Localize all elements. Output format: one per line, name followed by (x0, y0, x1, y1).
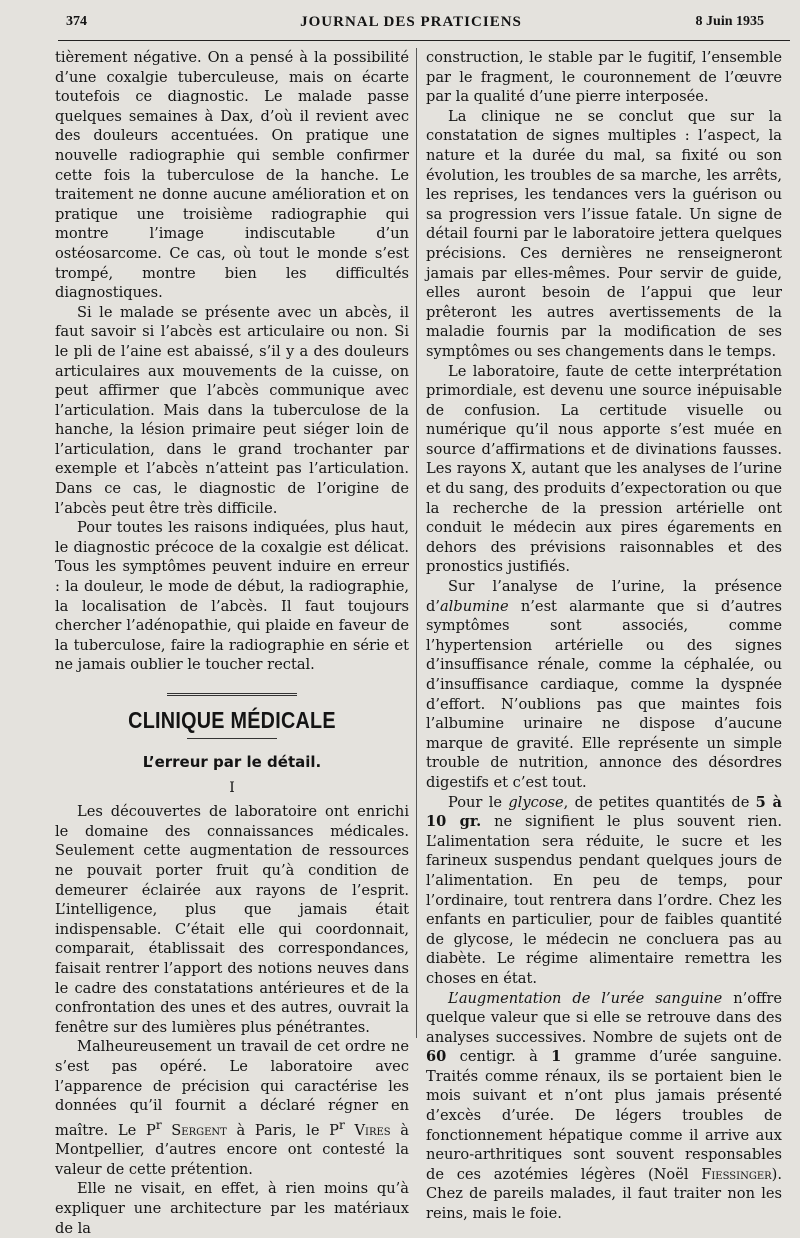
superscript: r (155, 1117, 162, 1132)
paragraph (426, 793, 782, 989)
journal-title: JOURNAL DES PRATICIENS (300, 14, 522, 30)
paragraph (426, 989, 782, 1224)
paragraph: La clinique ne se conclut que sur la constatation de signes multiples : l’aspect, la nature et la durée du mal, sa fixité ou son évolution, les troubles de sa marche, les arrêts, les reprises, les tendances vers la guérison ou sa progression vers l’issue fatale. Un signe de détail fourni par le laboratoire jettera quelques précisions. Ces dernières ne renseigneront jamais par elles-mêmes. Pour servir de guide, elles auront besoin de l’appui que leur prêteront les autres avertissements de la maladie fournis par la modification de ses symptômes ou ses changements dans le temps. (426, 107, 782, 360)
person-name: Vires (354, 1121, 391, 1139)
text-run: n’offre quelque valeur que si elle se retrouve dans des analyses successives. Nombre de sujets ont de (426, 989, 783, 1046)
superscript: r (338, 1117, 345, 1132)
header-rule (58, 40, 790, 41)
bold-quantity: 5 à 10 gr. (426, 793, 782, 831)
text-run: Pour le (448, 793, 509, 811)
left-column (55, 48, 410, 1237)
paragraph: Elle ne visait, en effet, à rien moins qu’à expliquer une architecture par les matériaux de la (55, 1180, 409, 1237)
text-run: Malheureusement un travail de cet ordre ne s’est pas opéré. Le laboratoire avec l’apparence de précision qui caractérise les données qu’il fournit a déclaré régner en maître. Le P (55, 1038, 409, 1139)
emphasis: albumine (439, 597, 509, 615)
text-run: ne signifient le plus souvent rien. L’alimentation sera réduite, le sucre et les farineux suspendus pendant quelques jours de l’alimentation. En peu de temps, pour l’ordinaire, tout rentrera dans l’ordre. Chez les enfants en particulier, pour de faibles quantité de glycose, le médecin ne concluera pas au diabète. Le régime alimentaire remettra les choses en état. (426, 813, 782, 987)
paragraph: Les découvertes de laboratoire ont enrichi le domaine des connaissances médicales. Seulement cette augmentation de ressources ne pouvait porter fruit qu’à condition de demeurer éclairée aux rayons de l’esprit. L’intelligence, plus que jamais était indispensable. C’était elle qui coordonnait, comparait, établissait des correspondances, faisait rentrer l’apport des notions neuves dans le cadre des constatations antérieures et de la confrontation des unes et des autres, ouvrait la fenêtre sur des lumières plus pénétrantes. (55, 803, 409, 1036)
paragraph (55, 1037, 409, 1179)
text-run: ). Chez de pareils malades, il faut traiter non les reins, mais le foie. (426, 1165, 782, 1223)
paragraph (426, 577, 782, 793)
text-run: , de petites quantités de (563, 793, 756, 811)
paragraph: Si le malade se présente avec un abcès, il faut savoir si l’abcès est articulaire ou non. Si le pli de l’aine est abaissé, s’il y a des douleurs articulaires aux mouvements de la cuisse, on peut affirmer que l’abcès communique avec l’articulation. Mais dans la tuberculose de la hanche, la lésion primaire peut siéger loin de l’articulation, dans le grand trochanter par exemple et l’abcès n’atteint pas l’articulation. Dans ce cas, le diagnostic de l’origine de l’abcès peut être très difficile. (55, 303, 409, 517)
section-title: CLINIQUE MÉDICALE (128, 707, 336, 733)
paragraph: construction, le stable par le fugitif, l’ensemble par le fragment, le couronnement de l’œuvre par la qualité d’une pierre interposée. (426, 49, 782, 106)
bold-quantity: 60 (426, 1048, 447, 1066)
text-run: n’est alarmante que si d’autres symptômes sont associés, comme l’hypertension artérielle ou des signes d’insuffisance rénale, comme la céphalée, ou d’insuffisance cardiaque, comme la dyspnée d’effort. N’oublions pas que maintes fois l’albumine urinaire ne dispose d’aucune marque de gravité. Elle représente un simple trouble de nutrition, annonce des désordres digestifs et c’est tout. (426, 597, 782, 791)
page-header (58, 14, 764, 36)
text-run: à Montpellier, d’autres encore ont contesté la valeur de cette prétention. (55, 1121, 410, 1178)
text-run: gramme d’urée sanguine. Traités comme rénaux, ils se portaient bien le mois suivant et n’ont plus jamais présenté d’excès d’urée. De légers troubles de fonctionnement hépatique comme il arrive aux neuro-arthritiques sont souvent responsables de ces azotémies légères (Noël (426, 1048, 782, 1183)
text-run: Sur l’analyse de l’urine, la présence d’ (426, 578, 782, 615)
page-number: 374 (66, 14, 87, 29)
issue-date: 8 Juin 1935 (695, 14, 764, 29)
emphasis: glycose (508, 793, 564, 811)
part-numeral: I (229, 779, 235, 796)
paragraph: Pour toutes les raisons indiquées, plus haut, le diagnostic précoce de la coxalgie est délicat. Tous les symptômes peuvent induire en erreur : la douleur, le mode de début, la radiographie, la localisation de l’abcès. Il faut toujours chercher l’adénopathie, qui plaide en faveur de la tuberculose, faire la radiographie en série et ne jamais oublier le toucher rectal. (55, 519, 409, 674)
emphasis: L’augmentation de l’urée sanguine (448, 989, 723, 1007)
section-separator (167, 693, 297, 698)
article-title: L’erreur par le détail. (142, 753, 322, 771)
title-underline (187, 738, 277, 739)
person-name: Sergent (171, 1121, 227, 1139)
text-run: à Paris, le P (226, 1121, 339, 1139)
text-run: centigr. à (446, 1048, 552, 1066)
bold-quantity: 1 (551, 1048, 562, 1066)
paragraph: Le laboratoire, faute de cette interprétation primordiale, est devenu une source inépuisable de confusion. La certitude visuelle ou numérique qu’il nous apporte s’est muée en source d’affirmations et de divinations fausses. Les rayons X, autant que les analyses de l’urine et du sang, des produits d’expectoration ou que la recherche de la pression artérielle ont conduit le médecin aux pires égarements en dehors des prévisions raisonnables et des pronostics justifiés. (426, 362, 782, 576)
person-name: Fiessinger (701, 1165, 772, 1183)
paragraph: tièrement négative. On a pensé à la possibilité d’une coxalgie tuberculeuse, mais on écarte toutefois ce diagnostic. Le malade passe quelques semaines à Dax, d’où il revient avec des douleurs accentuées. On pratique une nouvelle radiographie qui semble confirmer cette fois la tuberculose de la hanche. Le traitement ne donne aucune amélioration et on pratique une troisième radiographie qui montre l’image indiscutable d’un ostéosarcome. Ce cas, où tout le monde s’est trompé, montre bien les difficultés diagnostiques. (55, 49, 409, 302)
right-column (426, 48, 783, 1223)
column-divider (416, 48, 417, 1038)
